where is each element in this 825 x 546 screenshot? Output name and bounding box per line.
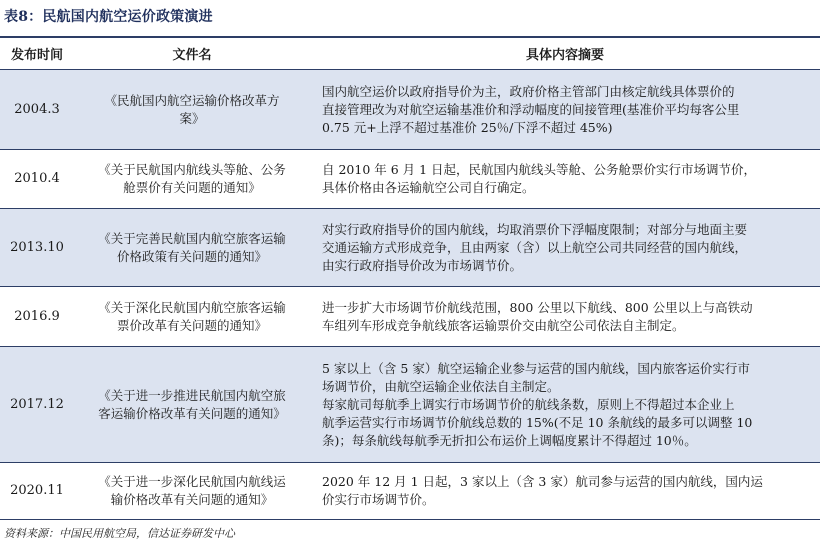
row-file-name — [74, 209, 310, 287]
file-name-line: 舱票价有关问题的通知》 — [123, 180, 261, 195]
table-title: 表8：民航国内航空运价政策演进 — [4, 9, 213, 25]
file-name-line: 《关于深化民航国内航空旅客运输 — [98, 299, 286, 315]
row-summary — [310, 150, 820, 209]
summary-line: 每家航司每航季上调实行市场调节价的航线条数，原则上不得超过本企业上 — [322, 396, 735, 412]
row-date: 2017.12 — [0, 347, 74, 463]
file-name-line: 案》 — [179, 110, 205, 126]
summary-line: 国内航空运价以政府指导价为主，政府价格主管部门由核定航线具体票价的 — [322, 83, 735, 99]
row-date: 2016.9 — [0, 287, 74, 347]
file-name-line: 票价改革有关问题的通知》 — [116, 317, 267, 333]
file-name-line: 《关于进一步深化民航国内航线运 — [98, 474, 286, 489]
row-date: 2004.3 — [0, 70, 74, 150]
source-note: 资料来源：中国民用航空局，信达证券研发中心 — [4, 527, 235, 540]
summary-line: 0.75 元+上浮不超过基准价 25％/下浮不超过 45%) — [322, 119, 613, 135]
table-header-row — [0, 37, 820, 70]
row-file-name — [74, 347, 310, 463]
row-summary — [310, 287, 820, 347]
summary-line: 车组列车形成竞争航线旅客运输票价交由航空公司依法自主制定。 — [322, 317, 685, 333]
file-name-line: 《民航国内航空运输价格改革方 — [104, 92, 280, 108]
summary-line: 由实行政府指导价改为市场调节价。 — [322, 257, 523, 273]
row-summary — [310, 463, 820, 520]
file-name-line: 《关于进一步推进民航国内航空旅 — [98, 387, 286, 403]
summary-line: 自 2010 年 6 月 1 日起，民航国内航线头等舱、公务舱票价实行市场调节价， — [322, 162, 757, 177]
row-date: 2013.10 — [0, 209, 74, 287]
row-file-name — [74, 150, 310, 209]
row-date: 2010.4 — [0, 150, 74, 209]
summary-line: 进一步扩大市场调节价航线范围，800 公里以下航线、800 公里以上与高铁动 — [322, 299, 753, 315]
summary-line: 航季运营实行市场调节价航线总数的 15%(不足 10 条航线的最多可以调整 10 — [322, 414, 753, 430]
file-name-line: 输价格改革有关问题的通知》 — [110, 492, 274, 507]
table-row — [0, 150, 820, 209]
table-row — [0, 70, 820, 150]
summary-line: 5 家以上（含 5 家）航空运输企业参与运营的国内航线，国内旅客运价实行市 — [322, 360, 750, 376]
file-name-line: 《关于完善民航国内航空旅客运输 — [98, 230, 286, 246]
summary-line: 价实行市场调节价。 — [322, 492, 435, 507]
summary-line: 条)；每条航线每航季无折扣公布运价上调幅度累计不得超过 10％。 — [322, 432, 697, 448]
row-summary — [310, 347, 820, 463]
row-file-name — [74, 287, 310, 347]
table-row — [0, 347, 820, 463]
summary-line: 对实行政府指导价的国内航线，均取消票价下浮幅度限制；对部分与地面主要 — [322, 221, 748, 237]
summary-line: 2020 年 12 月 1 日起，3 家以上（含 3 家）航司参与运营的国内航线，国内运 — [322, 474, 763, 489]
table-row — [0, 209, 820, 287]
header-file: 文件名 — [74, 37, 310, 70]
header-date: 发布时间 — [0, 37, 74, 70]
policy-table-container — [0, 36, 820, 520]
row-summary — [310, 70, 820, 150]
policy-table — [0, 36, 820, 520]
header-desc: 具体内容摘要 — [310, 37, 820, 70]
row-date: 2020.11 — [0, 463, 74, 520]
table-row — [0, 287, 820, 347]
summary-line: 场调节价，由航空运输企业依法自主制定。 — [322, 378, 560, 394]
summary-line: 交通运输方式形成竞争，且由两家（含）以上航空公司共同经营的国内航线， — [322, 239, 748, 255]
summary-line: 直接管理改为对航空运输基准价和浮动幅度的间接管理(基准价平均每客公里 — [322, 101, 740, 117]
file-name-line: 价格政策有关问题的通知》 — [116, 248, 267, 264]
file-name-line: 客运输价格改革有关问题的通知》 — [98, 405, 286, 421]
summary-line: 具体价格由各运输航空公司自行确定。 — [322, 180, 535, 195]
row-file-name — [74, 70, 310, 150]
row-file-name — [74, 463, 310, 520]
row-summary — [310, 209, 820, 287]
table-row — [0, 463, 820, 520]
file-name-line: 《关于民航国内航线头等舱、公务 — [98, 162, 286, 177]
